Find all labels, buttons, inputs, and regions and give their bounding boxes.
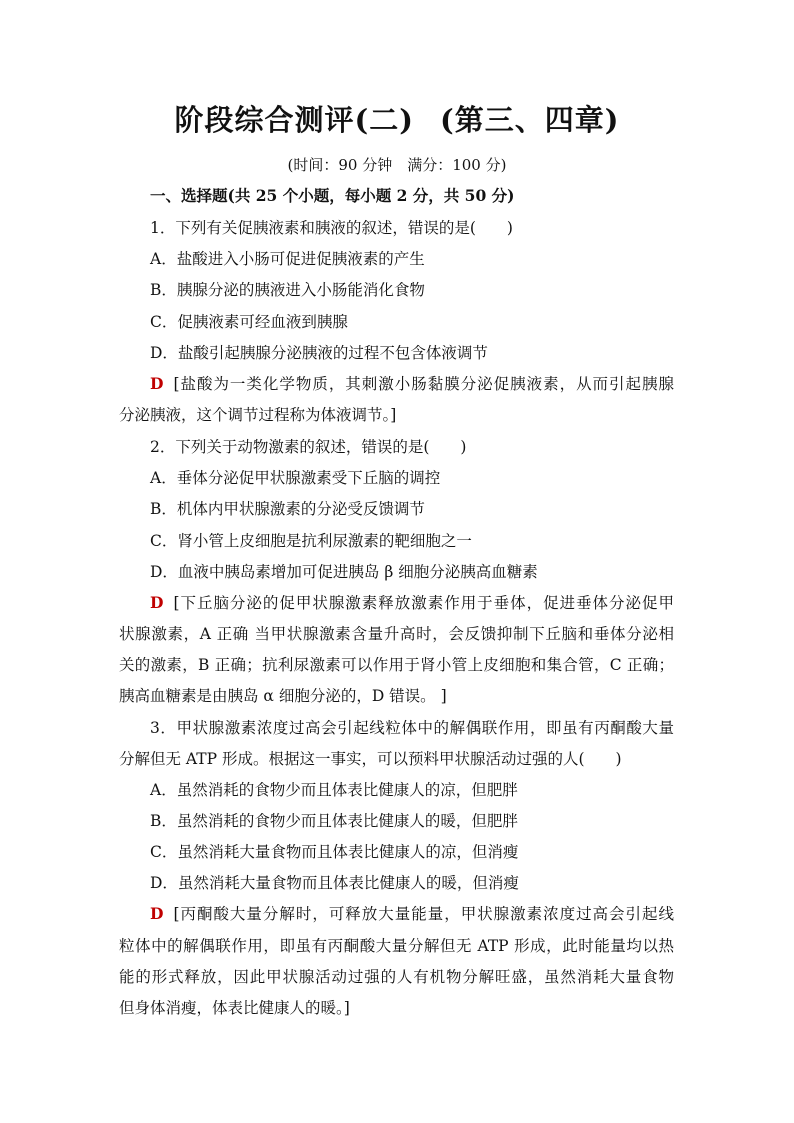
- question-3-explanation-2: 粒体中的解偶联作用，即虽有丙酮酸大量分解但无 ATP 形成，此时能量均以热: [119, 937, 674, 955]
- question-1-answer-line: [150, 372, 674, 394]
- question-1-answer: D: [150, 374, 164, 393]
- question-2-explanation-1: D [下丘脑分泌的促甲状腺激素释放激素作用于垂体，促进垂体分泌促甲: [150, 593, 674, 612]
- question-1-option-a: A．盐酸进入小肠可促进促胰液素的产生: [150, 250, 425, 268]
- question-1-option-c: C．促胰液素可经血液到胰腺: [150, 313, 348, 331]
- section-heading: 一、选择题(共 25 个小题，每小题 2 分，共 50 分): [150, 186, 515, 205]
- question-2-explanation-2: 状腺激素，A 正确 当甲状腺激素含量升高时，会反馈抑制下丘脑和垂体分泌相: [119, 625, 674, 643]
- question-3-option-d: D．虽然消耗大量食物而且体表比健康人的暖，但消瘦: [150, 874, 519, 892]
- question-3-option-b: B．虽然消耗的食物少而且体表比健康人的暖，但肥胖: [150, 812, 518, 830]
- exam-info: (时间：90 分钟 满分：100 分): [287, 156, 507, 174]
- question-2-option-b: B．机体内甲状腺激素的分泌受反馈调节: [150, 500, 425, 518]
- question-2-answer-line: [150, 591, 674, 613]
- question-2-explanation-4: 胰高血糖素是由胰岛 α 细胞分泌的，D 错误。 ]: [119, 687, 447, 705]
- question-3-option-a: A．虽然消耗的食物少而且体表比健康人的凉，但肥胖: [150, 781, 518, 799]
- question-3-answer-line: [150, 902, 674, 924]
- question-3-stem-2: 分解但无 ATP 形成。根据这一事实，可以预料甲状腺活动过强的人( ): [119, 750, 622, 768]
- question-3-answer: D: [150, 904, 164, 923]
- question-3-explanation-3: 能的形式释放，因此甲状腺活动过强的人有机物分解旺盛，虽然消耗大量食物: [119, 968, 674, 986]
- question-1-explanation-2: 分泌胰液，这个调节过程称为体液调节。]: [119, 406, 397, 424]
- question-2-option-a: A．垂体分泌促甲状腺激素受下丘脑的调控: [150, 469, 441, 487]
- page-title: [0, 98, 794, 139]
- question-1-stem: 1．下列有关促胰液素和胰液的叙述，错误的是( ): [150, 219, 513, 237]
- question-2-option-d: D．血液中胰岛素增加可促进胰岛 β 细胞分泌胰高血糖素: [150, 563, 538, 581]
- question-2-answer: D: [150, 593, 164, 612]
- question-1-option-b: B．胰腺分泌的胰液进入小肠能消化食物: [150, 281, 425, 299]
- question-3-stem-1: 3．甲状腺激素浓度过高会引起线粒体中的解偶联作用，即虽有丙酮酸大量: [150, 719, 674, 737]
- question-1-explanation-1: D [盐酸为一类化学物质，其刺激小肠黏膜分泌促胰液素，从而引起胰腺: [150, 374, 674, 393]
- question-3-explanation-4: 但身体消瘦，体表比健康人的暖。]: [119, 999, 350, 1017]
- question-3-option-c: C．虽然消耗大量食物而且体表比健康人的凉，但消瘦: [150, 843, 519, 861]
- question-2-stem: 2．下列关于动物激素的叙述，错误的是( ): [150, 438, 467, 456]
- title-chapter: (第三、四章): [440, 103, 620, 137]
- question-3-explanation-1: D [丙酮酸大量分解时，可释放大量能量，甲状腺激素浓度过高会引起线: [150, 904, 674, 923]
- question-1-option-d: D．盐酸引起胰腺分泌胰液的过程不包含体液调节: [150, 344, 488, 362]
- question-2-explanation-3: 关的激素，B 正确；抗利尿激素可以作用于肾小管上皮细胞和集合管，C 正确；: [119, 656, 674, 674]
- question-2-option-c: C．肾小管上皮细胞是抗利尿激素的靶细胞之一: [150, 532, 472, 550]
- title-main: 阶段综合测评(二): [174, 103, 414, 137]
